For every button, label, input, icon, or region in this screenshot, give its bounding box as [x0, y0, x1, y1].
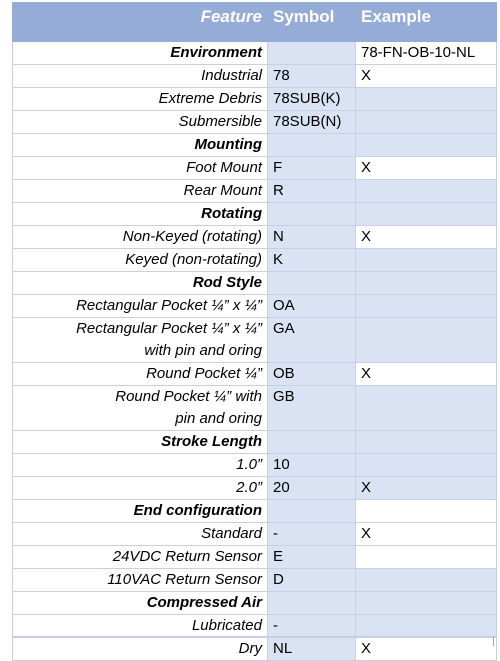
feature-cell — [13, 454, 268, 477]
symbol-cell: 78SUB(K) — [268, 88, 356, 111]
feature-cell — [13, 363, 268, 386]
symbol-cell: 78SUB(N) — [268, 111, 356, 134]
symbol-cell: - — [268, 615, 356, 638]
symbol-cell: N — [268, 226, 356, 249]
feature-cell — [13, 226, 268, 249]
symbol-cell — [268, 592, 356, 615]
feature-cell — [13, 386, 268, 431]
table-row — [13, 111, 497, 134]
example-cell — [356, 546, 497, 569]
feature-label: Industrial — [201, 67, 262, 84]
section-heading: Rod Style — [192, 274, 262, 291]
example-cell: X — [356, 638, 497, 661]
symbol-cell — [268, 431, 356, 454]
example-cell — [356, 454, 497, 477]
section-row — [13, 431, 497, 454]
table-row — [13, 546, 497, 569]
feature-label: 2.0” — [236, 479, 262, 496]
feature-cell — [13, 638, 268, 661]
feature-label: Keyed (non-rotating) — [125, 251, 262, 268]
symbol-cell: GA — [268, 318, 356, 363]
feature-symbol-table — [12, 2, 497, 661]
header-symbol: Symbol — [268, 3, 356, 42]
feature-cell — [13, 111, 268, 134]
feature-label: Round Pocket ¼” — [146, 365, 262, 382]
example-cell — [356, 180, 497, 203]
example-cell — [356, 272, 497, 295]
feature-label: 1.0” — [236, 456, 262, 473]
table-row — [13, 454, 497, 477]
symbol-cell: R — [268, 180, 356, 203]
symbol-cell: F — [268, 157, 356, 180]
table-row — [13, 638, 497, 661]
feature-label: 110VAC Return Sensor — [107, 571, 262, 588]
section-heading-cell — [13, 42, 268, 65]
header-example: Example — [356, 3, 497, 42]
symbol-cell: OA — [268, 295, 356, 318]
feature-cell — [13, 523, 268, 546]
symbol-cell: OB — [268, 363, 356, 386]
symbol-cell: K — [268, 249, 356, 272]
feature-cell — [13, 569, 268, 592]
symbol-cell — [268, 500, 356, 523]
feature-label: Rectangular Pocket ¼” x ¼” — [76, 297, 262, 314]
feature-label: Non-Keyed (rotating) — [122, 228, 262, 245]
symbol-cell: D — [268, 569, 356, 592]
table-row — [13, 363, 497, 386]
feature-cell — [13, 157, 268, 180]
section-heading-cell — [13, 592, 268, 615]
symbol-cell — [268, 272, 356, 295]
table-row — [13, 318, 497, 363]
feature-cell — [13, 65, 268, 88]
table-row — [13, 157, 497, 180]
example-cell: X — [356, 65, 497, 88]
feature-label: Round Pocket ¼” with pin and oring — [115, 388, 262, 427]
example-cell — [356, 615, 497, 638]
example-cell: X — [356, 226, 497, 249]
section-heading-cell — [13, 134, 268, 157]
example-cell — [356, 134, 497, 157]
section-row — [13, 500, 497, 523]
section-heading-cell — [13, 203, 268, 226]
feature-label: Rectangular Pocket ¼” x ¼” with pin and oring — [76, 320, 262, 359]
section-row — [13, 592, 497, 615]
section-heading: Rotating — [201, 205, 262, 222]
feature-cell — [13, 88, 268, 111]
page-corner-mark — [493, 637, 494, 646]
example-cell: 78-FN-OB-10-NL — [356, 42, 497, 65]
example-cell — [356, 386, 497, 431]
symbol-cell — [268, 42, 356, 65]
feature-label: 24VDC Return Sensor — [112, 548, 262, 565]
section-row — [13, 272, 497, 295]
table-body — [13, 42, 497, 661]
section-heading-cell — [13, 500, 268, 523]
section-heading: Compressed Air — [146, 594, 262, 611]
symbol-cell: 78 — [268, 65, 356, 88]
table-row — [13, 477, 497, 500]
feature-label: Standard — [201, 525, 262, 542]
feature-cell — [13, 180, 268, 203]
feature-label: Lubricated — [191, 617, 262, 634]
symbol-cell — [268, 134, 356, 157]
table-row — [13, 88, 497, 111]
section-heading: Environment — [170, 44, 262, 61]
section-heading: Mounting — [194, 136, 262, 153]
feature-cell — [13, 249, 268, 272]
table-row — [13, 65, 497, 88]
table-row — [13, 249, 497, 272]
example-cell — [356, 431, 497, 454]
feature-label: Submersible — [178, 113, 262, 130]
section-heading-cell — [13, 431, 268, 454]
example-cell — [356, 318, 497, 363]
symbol-cell: 20 — [268, 477, 356, 500]
symbol-cell: GB — [268, 386, 356, 431]
section-heading: End configuration — [133, 502, 262, 519]
table-row — [13, 180, 497, 203]
section-row — [13, 134, 497, 157]
example-cell — [356, 249, 497, 272]
example-cell — [356, 569, 497, 592]
example-cell: X — [356, 523, 497, 546]
table-row — [13, 523, 497, 546]
table-row — [13, 295, 497, 318]
table-row — [13, 569, 497, 592]
symbol-cell: 10 — [268, 454, 356, 477]
table-row — [13, 386, 497, 431]
example-cell — [356, 295, 497, 318]
example-cell: X — [356, 477, 497, 500]
table-row — [13, 615, 497, 638]
feature-label: Foot Mount — [186, 159, 262, 176]
feature-label: Dry — [238, 640, 262, 657]
feature-cell — [13, 546, 268, 569]
example-cell — [356, 203, 497, 226]
example-cell: X — [356, 363, 497, 386]
section-heading-cell — [13, 272, 268, 295]
table-bottom-rule — [12, 636, 496, 637]
example-cell — [356, 111, 497, 134]
section-row — [13, 203, 497, 226]
symbol-cell: - — [268, 523, 356, 546]
example-cell — [356, 500, 497, 523]
feature-cell — [13, 318, 268, 363]
section-heading: Stroke Length — [161, 433, 262, 450]
section-row — [13, 42, 497, 65]
example-cell — [356, 592, 497, 615]
table-header-row — [13, 3, 497, 42]
symbol-cell: NL — [268, 638, 356, 661]
feature-cell — [13, 295, 268, 318]
example-cell: X — [356, 157, 497, 180]
feature-label: Extreme Debris — [158, 90, 262, 107]
header-feature: Feature — [13, 3, 268, 42]
example-cell — [356, 88, 497, 111]
feature-cell — [13, 477, 268, 500]
feature-label: Rear Mount — [183, 182, 262, 199]
symbol-cell — [268, 203, 356, 226]
table-row — [13, 226, 497, 249]
feature-cell — [13, 615, 268, 638]
symbol-cell: E — [268, 546, 356, 569]
